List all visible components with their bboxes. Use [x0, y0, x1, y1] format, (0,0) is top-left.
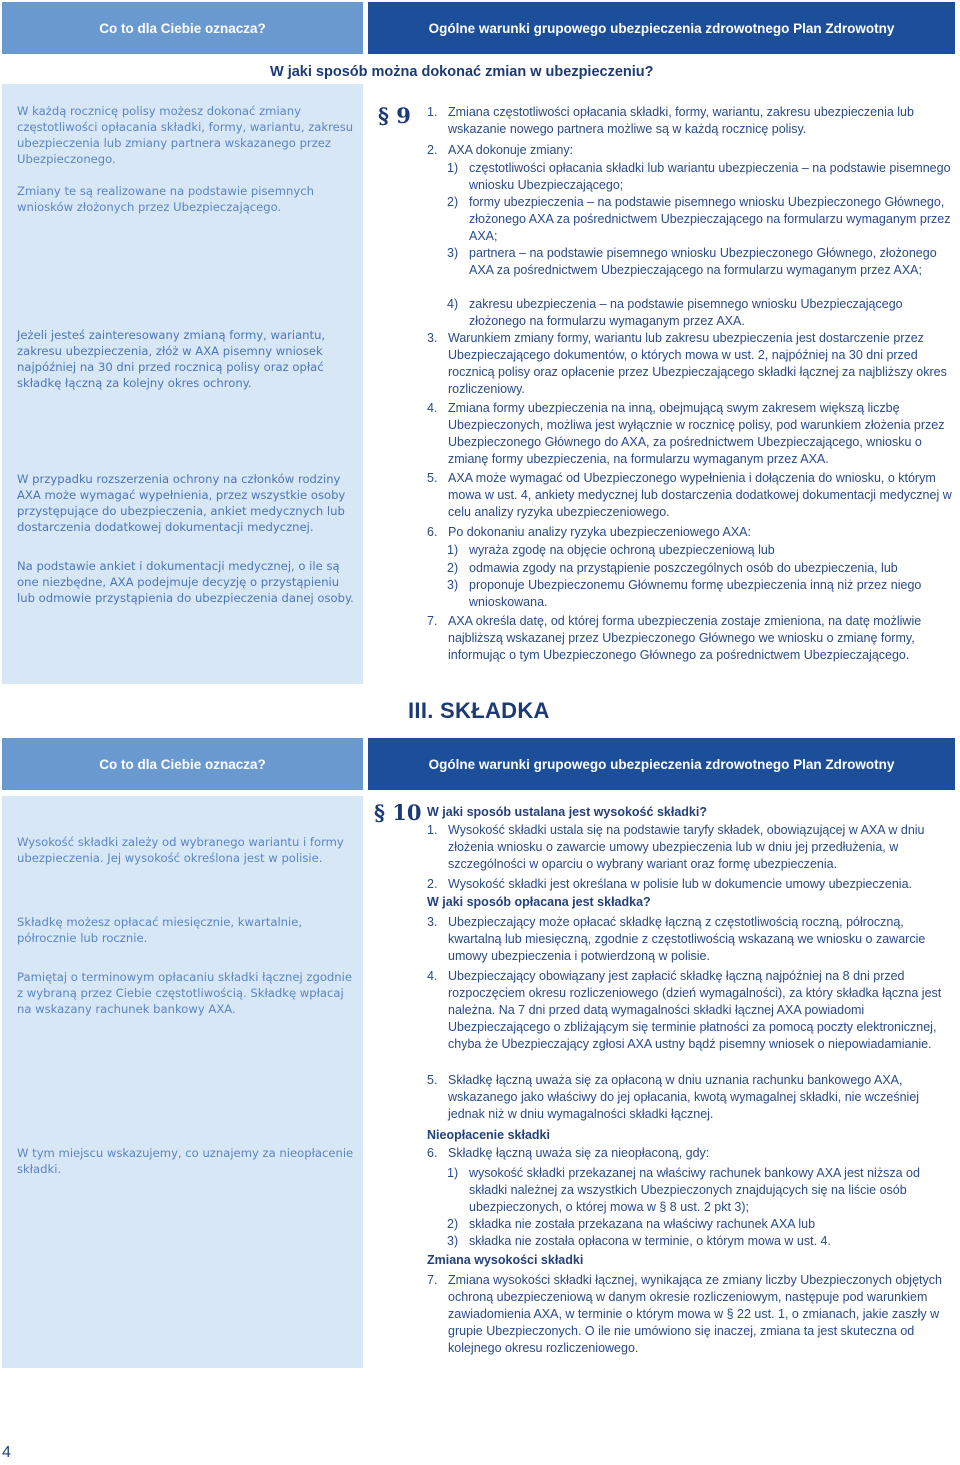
item-number: 4)	[447, 297, 459, 311]
list-item	[427, 142, 952, 159]
item-text: częstotliwości opłacania składki lub wariantu ubezpieczenia – na podstawie pisemnego wniosku Ubezpieczającego;	[469, 161, 951, 192]
list-item	[427, 524, 952, 541]
item-text: Warunkiem zmiany formy, wariantu lub zakresu ubezpieczenia jest dostarczenie przez Ubezpieczającego dokumentów, o których mowa w ust. 2, najpóźniej na 30 dni przed rocznicą polisy oraz opłacenie przez Ubezpieczającego składki łącznej za najbliższy okres rozliczeniowy.	[448, 331, 947, 396]
item-text: Ubezpieczający może opłacać składkę łączną z częstotliwością roczną, półroczną, kwartalną lub miesięczną, zgodnie z częstotliwością wskazaną we wniosku o zawarcie umowy ubezpieczenia i potwierdzoną w polisie.	[448, 915, 926, 963]
sidebar-text-3: Jeżeli jesteś zainteresowany zmianą formy, wariantu, zakresu ubezpieczenia, złóż w AXA pisemny wniosek najpóźniej na 30 dni przed rocznicą polisy oraz opłać składkę łączną za kolejny okres ochrony.	[17, 328, 326, 390]
subtitle-how-set: W jaki sposób ustalana jest wysokość składki?	[427, 805, 707, 819]
list-item	[427, 104, 952, 138]
item-number: 2.	[427, 877, 438, 891]
item-text: Po dokonaniu analizy ryzyka ubezpieczeniowego AXA:	[448, 525, 751, 539]
list-item	[447, 560, 952, 577]
list-item	[447, 245, 952, 279]
item-text: Zmiana formy ubezpieczenia na inną, obejmującą swym zakresem większą liczbę Ubezpieczonych, możliwa jest wyłącznie w rocznicę polisy, pod warunkiem złożenia przez Ubezpieczonego Głównego do AXA, za pośrednictwem Ubezpieczającego, wniosku o zmianę formy ubezpieczenia, na formularzu wymaganym przez AXA.	[448, 401, 945, 466]
sidebar-text-7: Składkę możesz opłacać miesięcznie, kwartalnie, półrocznie lub rocznie.	[17, 915, 303, 945]
list-item	[427, 400, 952, 468]
list-item	[427, 876, 952, 893]
item-text: Ubezpieczający obowiązany jest zapłacić składkę łączną najpóźniej na 8 dni przed rozpoczęciem okresu rozliczeniowego (dzień wymagalności), za który składka łączna jest należna. Na 7 dni przed datą wymagalności składki łącznej AXA powiadomi Ubezpieczającego o zbliżającym się terminie płatności za pomocą poczty elektronicznej, chyba że Ubezpieczający zgłosi AXA ustny bądź pisemny wniosek o niepowiadamianie.	[448, 969, 942, 1051]
item-number: 6.	[427, 1146, 438, 1160]
sidebar-text-5: Na podstawie ankiet i dokumentacji medycznej, o ile są one niezbędne, AXA podejmuje decyzję o przystąpieniu lub odmowie przystąpienia do ubezpieczenia danej osoby.	[17, 559, 354, 605]
item-number: 2.	[427, 143, 438, 157]
list-item	[447, 1216, 952, 1233]
item-text: Wysokość składki ustala się na podstawie taryfy składek, obowiązującej w AXA w dniu złożenia wniosku o zawarcie umowy ubezpieczenia lub w dniu jej przedłużenia, w szczególności w oparciu o wybrany wariant oraz formę ubezpieczenia.	[448, 823, 925, 871]
page-number: 4	[2, 1444, 11, 1461]
list-item	[427, 1145, 952, 1162]
item-number: 4.	[427, 401, 438, 415]
subtitle-how-paid: W jaki sposób opłacana jest składka?	[427, 895, 651, 909]
item-number: 3)	[447, 246, 459, 260]
item-text: Zmiana wysokości składki łącznej, wynikająca ze zmiany liczby Ubezpieczonych objętych ochroną ubezpieczeniową w danym okresie rozliczeniowym, następuje pod warunkiem zawiadomienia AXA, w terminie o którym mowa w § 22 ust. 1, o zmianach, jakie zaszły w grupie Ubezpieczonych. O ile nie umówiono się inaczej, zmiana ta jest skuteczna od kolejnego okresu rozliczeniowego.	[448, 1273, 942, 1355]
item-number: 3)	[447, 578, 459, 592]
list-item	[427, 470, 952, 521]
paragraph-number: § 10	[374, 800, 422, 825]
item-number: 1)	[447, 543, 459, 557]
sidebar-text-1: W każdą rocznicę polisy możesz dokonać zmiany częstotliwości opłacania składki, formy, wariantu, zakresu ubezpieczenia lub zmiany partnera wskazanego przez Ubezpieczonego.	[17, 104, 354, 166]
item-text: składka nie została przekazana na właściwy rachunek AXA lub	[469, 1217, 816, 1231]
item-number: 5.	[427, 1073, 438, 1087]
item-text: Składkę łączną uważa się za opłaconą w dniu uznania rachunku bankowego AXA, wskazanego jako właściwy do jej opłacania, kwotą wymagalnej składki, nie wcześniej jednak niż w dniu wymagalności składki łącznej.	[448, 1073, 920, 1121]
item-text: Wysokość składki jest określana w polisie lub w dokumencie umowy ubezpieczenia.	[448, 877, 912, 891]
item-number: 3.	[427, 331, 438, 345]
item-number: 7.	[427, 614, 438, 628]
list-item	[427, 1272, 952, 1357]
item-number: 2)	[447, 1217, 459, 1231]
item-number: 1)	[447, 161, 459, 175]
list-item	[447, 577, 952, 611]
sidebar-panel-bottom	[2, 796, 363, 1368]
list-item	[447, 1233, 952, 1250]
header-right-label: Ogólne warunki grupowego ubezpieczenia zdrowotnego Plan Zdrowotny	[428, 20, 895, 36]
header-right-bottom	[368, 738, 955, 790]
item-number: 3.	[427, 915, 438, 929]
item-number: 5.	[427, 471, 438, 485]
list-item	[447, 1165, 952, 1216]
sidebar-text-4: W przypadku rozszerzenia ochrony na członków rodziny AXA może wymagać wypełnienia, przez wszystkie osoby przystępujące do ubezpieczenia, ankiet medycznych lub dostarczenia dodatkowej dokumentacji medycznej.	[17, 472, 346, 534]
header-left-label: Co to dla Ciebie oznacza?	[99, 756, 266, 772]
sidebar-text-8: Pamiętaj o terminowym opłacaniu składki łącznej zgodnie z wybraną przez Ciebie częstotliwością. Składkę wpłacaj na wskazany rachunek bankowy AXA.	[17, 970, 352, 1016]
item-number: 1.	[427, 105, 438, 119]
item-number: 2)	[447, 195, 459, 209]
list-item	[447, 160, 952, 194]
item-number: 2)	[447, 561, 459, 575]
item-number: 1.	[427, 823, 438, 837]
question-title: W jaki sposób można dokonać zmian w ubezpieczeniu?	[270, 64, 654, 80]
item-text: Składkę łączną uważa się za nieopłaconą, gdy:	[448, 1146, 710, 1160]
header-left-bottom	[2, 738, 363, 790]
header-left-label: Co to dla Ciebie oznacza?	[99, 20, 266, 36]
list-item	[427, 968, 952, 1053]
item-number: 7.	[427, 1273, 438, 1287]
list-item	[447, 542, 952, 559]
sidebar-text-2: Zmiany te są realizowane na podstawie pisemnych wniosków złożonych przez Ubezpieczającego.	[17, 184, 314, 214]
section-title: III. SKŁADKA	[408, 698, 550, 723]
item-text: AXA dokonuje zmiany:	[448, 143, 574, 157]
item-text: AXA określa datę, od której forma ubezpieczenia zostaje zmieniona, na datę możliwie najbliższą wskazanej przez Ubezpieczonego Głównego we wniosku o zmianę formy, informując o tym Ubezpieczonego Głównego za pośrednictwem Ubezpieczającego.	[448, 614, 922, 662]
item-text: wyraża zgodę na objęcie ochroną ubezpieczeniową lub	[469, 543, 775, 557]
list-item	[447, 194, 952, 245]
subtitle-unpaid: Nieopłacenie składki	[427, 1128, 550, 1142]
item-text: odmawia zgody na przystąpienie poszczególnych osób do ubezpieczenia, lub	[469, 561, 898, 575]
item-text: zakresu ubezpieczenia – na podstawie pisemnego wniosku Ubezpieczającego złożonego na formularzu wymaganym przez AXA.	[469, 297, 903, 328]
item-text: wysokość składki przekazanej na właściwy rachunek bankowy AXA jest niższa od składki należnej za wszystkich Ubezpieczonych znajdujących się na liście osób ubezpieczonych, o której mowa w § 8 ust. 2 pkt 3);	[469, 1166, 920, 1214]
item-text: formy ubezpieczenia – na podstawie pisemnego wniosku Ubezpieczonego Głównego, złożonego AXA za pośrednictwem Ubezpieczającego na formularzu wymaganym przez AXA;	[469, 195, 951, 243]
list-item	[427, 330, 952, 398]
sidebar-text-9: W tym miejscu wskazujemy, co uznajemy za nieopłacenie składki.	[17, 1146, 354, 1176]
item-number: 3)	[447, 1234, 459, 1248]
item-number: 6.	[427, 525, 438, 539]
list-item	[427, 613, 952, 664]
list-item	[427, 822, 952, 873]
item-text: proponuje Ubezpieczonemu Głównemu formę ubezpieczenia inną niż przez niego wnioskowana.	[469, 578, 922, 609]
list-item	[427, 1072, 952, 1123]
list-item	[447, 296, 952, 330]
list-item	[427, 914, 952, 965]
header-left-top	[2, 2, 363, 54]
item-text: AXA może wymagać od Ubezpieczonego wypełnienia i dołączenia do wniosku, o którym mowa w ust. 4, ankiety medycznej lub dostarczenia dodatkowej dokumentacji medycznej w celu analizy ryzyka ubezpieczeniowego.	[448, 471, 952, 519]
item-number: 4.	[427, 969, 438, 983]
item-number: 1)	[447, 1166, 459, 1180]
item-text: składka nie została opłacona w terminie, o którym mowa w ust. 4.	[469, 1234, 831, 1248]
item-text: partnera – na podstawie pisemnego wniosku Ubezpieczonego Głównego, złożonego AXA za pośrednictwem Ubezpieczającego na formularzu wymaganym przez AXA;	[469, 246, 937, 277]
item-text: Zmiana częstotliwości opłacania składki, formy, wariantu, zakresu ubezpieczenia lub wskazanie nowego partnera możliwe są w każdą rocznicę polisy.	[448, 105, 914, 136]
header-right-top	[368, 2, 955, 54]
paragraph-number: § 9	[378, 103, 411, 128]
sidebar-text-6: Wysokość składki zależy od wybranego wariantu i formy ubezpieczenia. Jej wysokość określona jest w polisie.	[17, 835, 344, 865]
header-right-label: Ogólne warunki grupowego ubezpieczenia zdrowotnego Plan Zdrowotny	[428, 756, 895, 772]
subtitle-change: Zmiana wysokości składki	[427, 1253, 584, 1267]
